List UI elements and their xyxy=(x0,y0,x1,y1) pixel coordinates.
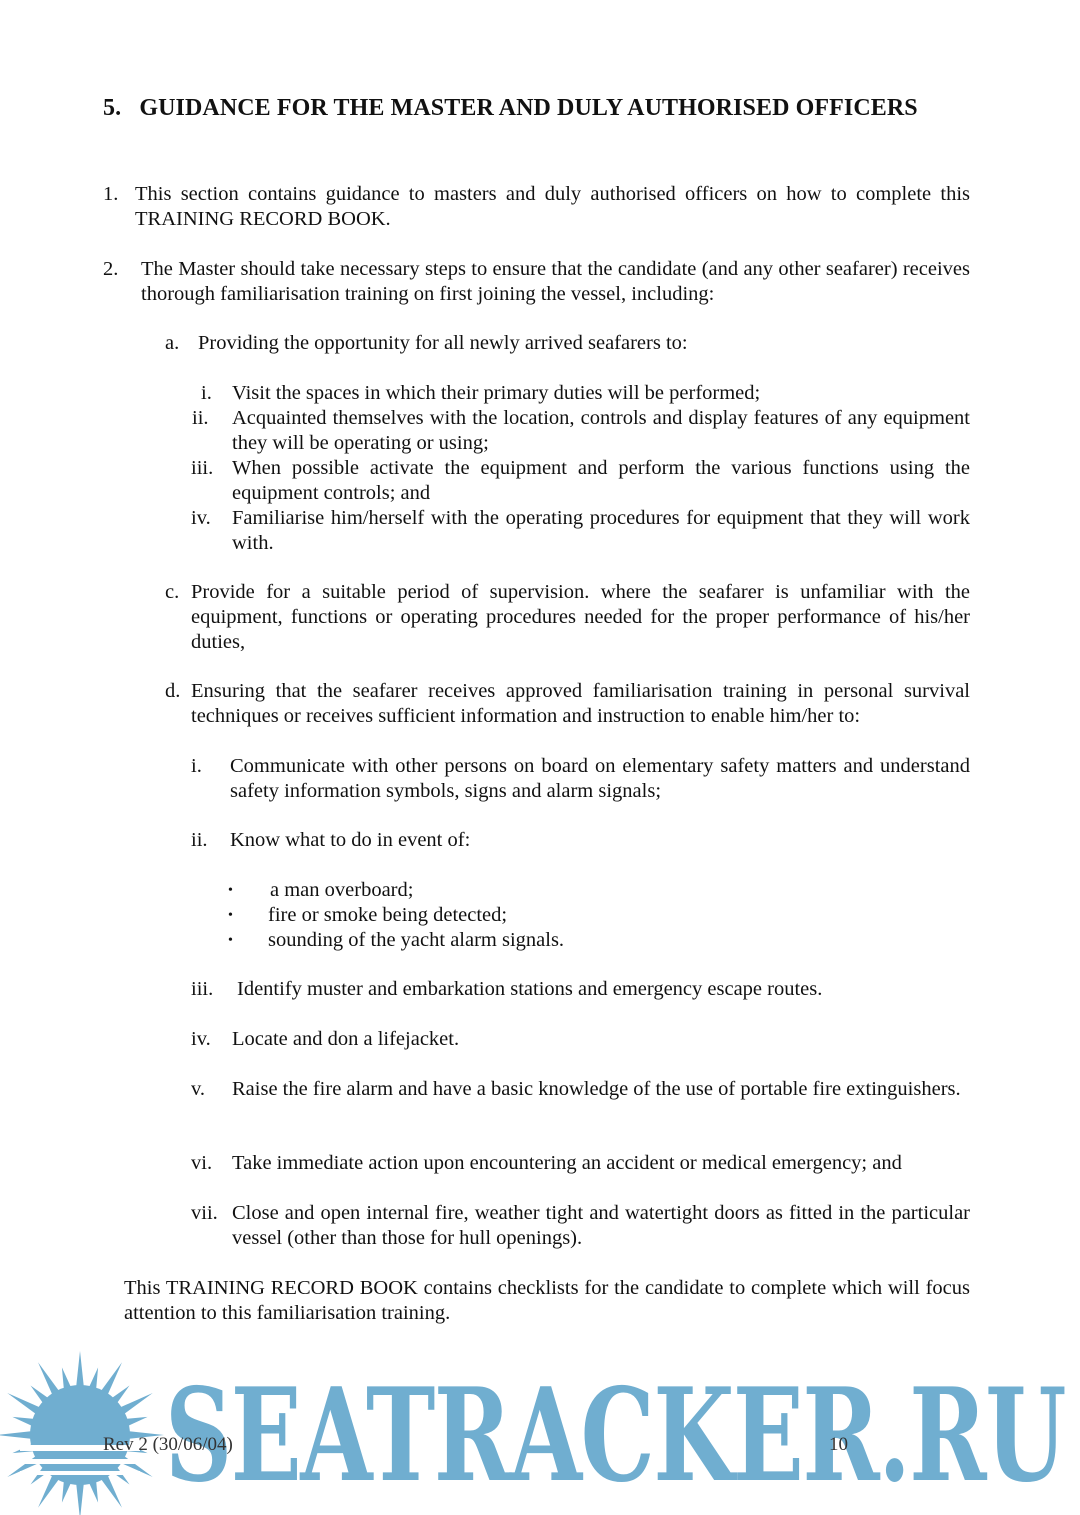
p1-text: This section contains guidance to masters and duly authorised officers on how to complete this TRAINING RECORD BOOK. xyxy=(135,183,970,230)
sun-ray xyxy=(0,1431,34,1439)
bullet-icon: • xyxy=(228,883,233,898)
p2-text: The Master should take necessary steps to ensure that the candidate (and any other seafarer) receives thorough familiarisation training on first joining the vessel, including: xyxy=(141,258,970,305)
section-number: 5. xyxy=(103,95,122,121)
closing-paragraph: This TRAINING RECORD BOOK contains checklists for the candidate to complete which will focus attention to this familiarisation training. xyxy=(124,1277,970,1324)
watermark-text: SEATRACKER.RU xyxy=(165,1361,1065,1511)
d-iv-number: iv. xyxy=(191,1028,211,1050)
footer-revision: Rev 2 (30/06/04) xyxy=(103,1434,233,1455)
footer-page-number: 10 xyxy=(829,1434,848,1455)
d-iv-text: Locate and don a lifejacket. xyxy=(232,1028,460,1050)
a-text: Providing the opportunity for all newly arrived seafarers to: xyxy=(198,332,688,354)
p2-number: 2. xyxy=(103,258,119,280)
d-text: Ensuring that the seafarer receives approved familiarisation training in personal survival techniques or receives sufficient information and instruction to enable him/her to: xyxy=(191,680,970,727)
d-v-text: Raise the fire alarm and have a basic knowledge of the use of portable fire extinguishers. xyxy=(232,1078,961,1100)
bullet-icon: • xyxy=(228,933,233,948)
a-iii-number: iii. xyxy=(191,457,214,479)
section-heading xyxy=(103,95,918,122)
p1-number: 1. xyxy=(103,183,119,205)
bullet-item: sounding of the yacht alarm signals. xyxy=(268,929,565,951)
bullet-item: a man overboard; xyxy=(270,879,414,901)
a-iv-text: Familiarise him/herself with the operating procedures for equipment that they will work with. xyxy=(232,507,970,554)
d-vi-number: vi. xyxy=(191,1152,213,1174)
watermark-logo xyxy=(0,1350,1080,1515)
bullet-icon: • xyxy=(228,908,233,923)
sun-ray xyxy=(76,1481,84,1515)
d-iii-text: Identify muster and embarkation stations and emergency escape routes. xyxy=(237,978,823,1000)
a-number: a. xyxy=(165,332,180,354)
d-ii-number: ii. xyxy=(191,829,208,851)
d-i-text: Communicate with other persons on board on elementary safety matters and understand safety information symbols, signs and alarm signals; xyxy=(230,755,970,802)
a-iv-number: iv. xyxy=(191,507,211,529)
a-ii-number: ii. xyxy=(192,407,209,429)
a-ii-text: Acquainted themselves with the location, controls and display features of any equipment they will be operating or using; xyxy=(232,407,970,454)
d-vii-text: Close and open internal fire, weather tight and watertight doors as fitted in the particular vessel (other than those for hull openings). xyxy=(232,1202,970,1249)
c-number: c. xyxy=(165,581,180,603)
d-vi-text: Take immediate action upon encountering an accident or medical emergency; and xyxy=(232,1152,902,1174)
d-ii-text: Know what to do in event of: xyxy=(230,829,471,851)
d-number: d. xyxy=(165,680,181,702)
section-title: GUIDANCE FOR THE MASTER AND DULY AUTHORISED OFFICERS xyxy=(139,95,918,121)
bullet-item: fire or smoke being detected; xyxy=(268,904,508,926)
d-iii-number: iii. xyxy=(191,978,214,1000)
c-text: Provide for a suitable period of supervision. where the seafarer is unfamiliar with the equipment, functions or operating procedures needed for the proper performance of his/her duties, xyxy=(191,581,970,653)
d-vii-number: vii. xyxy=(191,1202,218,1224)
sun-icon xyxy=(0,1351,164,1515)
sun-ray xyxy=(76,1351,84,1389)
a-iii-text: When possible activate the equipment and perform the various functions using the equipment controls; and xyxy=(232,457,970,504)
d-i-number: i. xyxy=(191,755,202,777)
a-i-number: i. xyxy=(201,382,212,404)
a-i-text: Visit the spaces in which their primary duties will be performed; xyxy=(232,382,761,404)
d-v-number: v. xyxy=(191,1078,206,1100)
